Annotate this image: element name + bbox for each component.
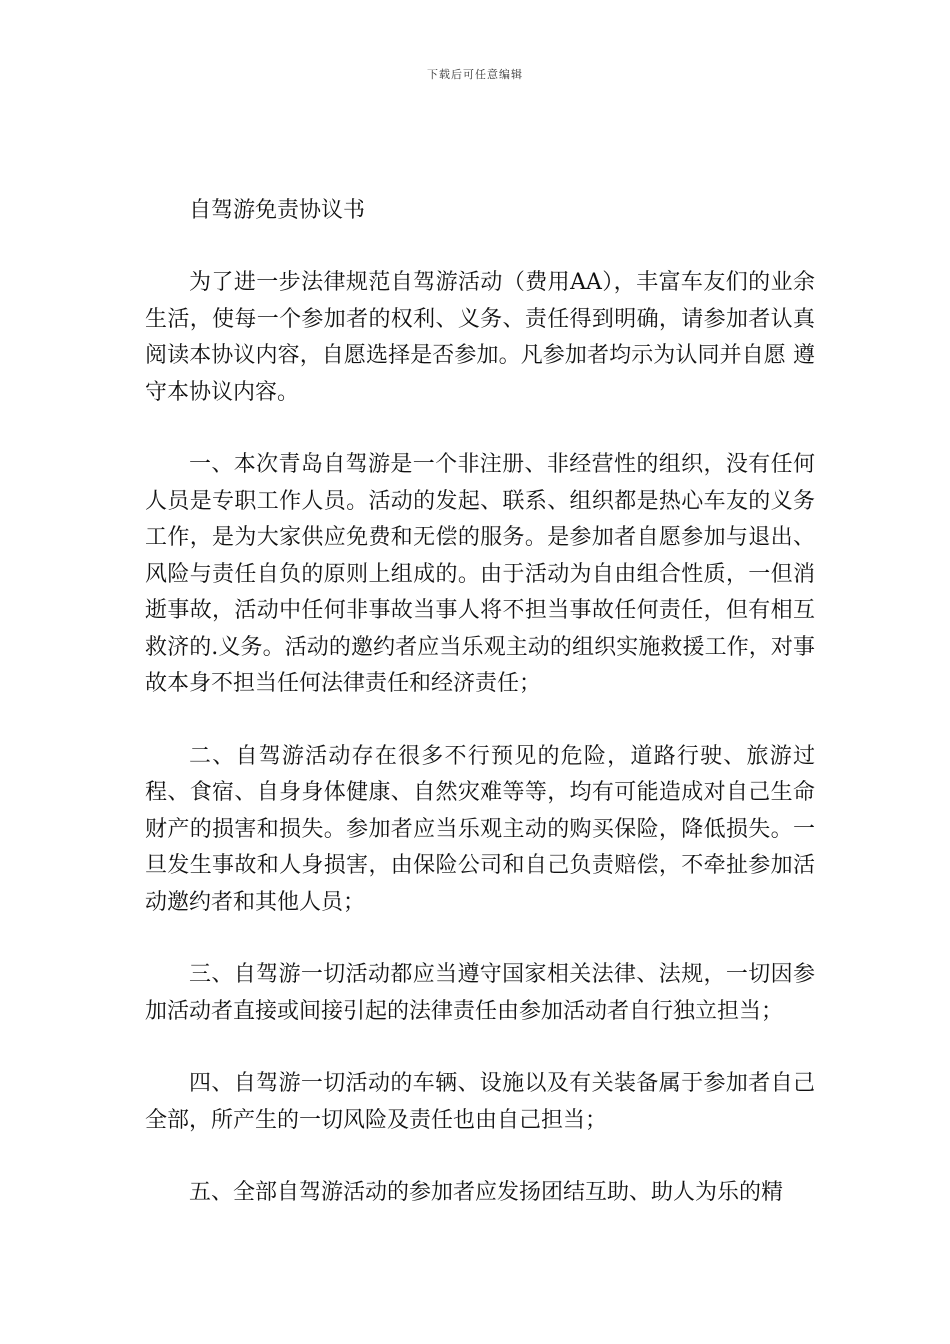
paragraph-clause-5: 五、全部自驾游活动的参加者应发扬团结互助、助人为乐的精 (189, 1180, 784, 1205)
paragraph-clause-2: 二、自驾游活动存在很多不行预见的危险，道路行驶、旅游过程、食宿、自身身体健康、自然灾难等等，均有可能造成对自己生命财产的损害和损失。参加者应当乐观主动的购买保险，降低损失。一旦发生事故和人身损害，由保险公司和自己负责赔偿，不牵扯参加活动邀约者和其他人员； (145, 743, 815, 915)
paragraph-clause-3: 三、自驾游一切活动都应当遵守国家相关法律、法规，一切因参加活动者直接或间接引起的法律责任由参加活动者自行独立担当； (145, 962, 815, 1024)
paragraph-clause-4: 四、自驾游一切活动的车辆、设施以及有关装备属于参加者自己全部，所产生的一切风险及责任也由自己担当； (145, 1071, 815, 1133)
page-header: 下载后可任意编辑 (427, 68, 523, 81)
paragraph-intro: 为了进一步法律规范自驾游活动（费用AA），丰富车友们的业余生活，使每一个参加者的权利、义务、责任得到明确，请参加者认真阅读本协议内容，自愿选择是否参加。凡参加者均示为认同并自愿 遵守本协议内容。 (145, 270, 815, 405)
document-body (145, 193, 815, 1212)
document-title: 自驾游免责协议书 (189, 198, 366, 223)
paragraph-clause-1: 一、本次青岛自驾游是一个非注册、非经营性的组织，没有任何人员是专职工作人员。活动的发起、联系、组织都是热心车友的义务工作，是为大家供应免费和无偿的服务。是参加者自愿参加与退出、风险与责任自负的原则上组成的。由于活动为自由组合性质，一但消逝事故，活动中任何非事故当事人将不担当事故任何责任，但有相互救济的.义务。活动的邀约者应当乐观主动的组织实施救援工作，对事故本身不担当任何法律责任和经济责任； (145, 452, 815, 696)
